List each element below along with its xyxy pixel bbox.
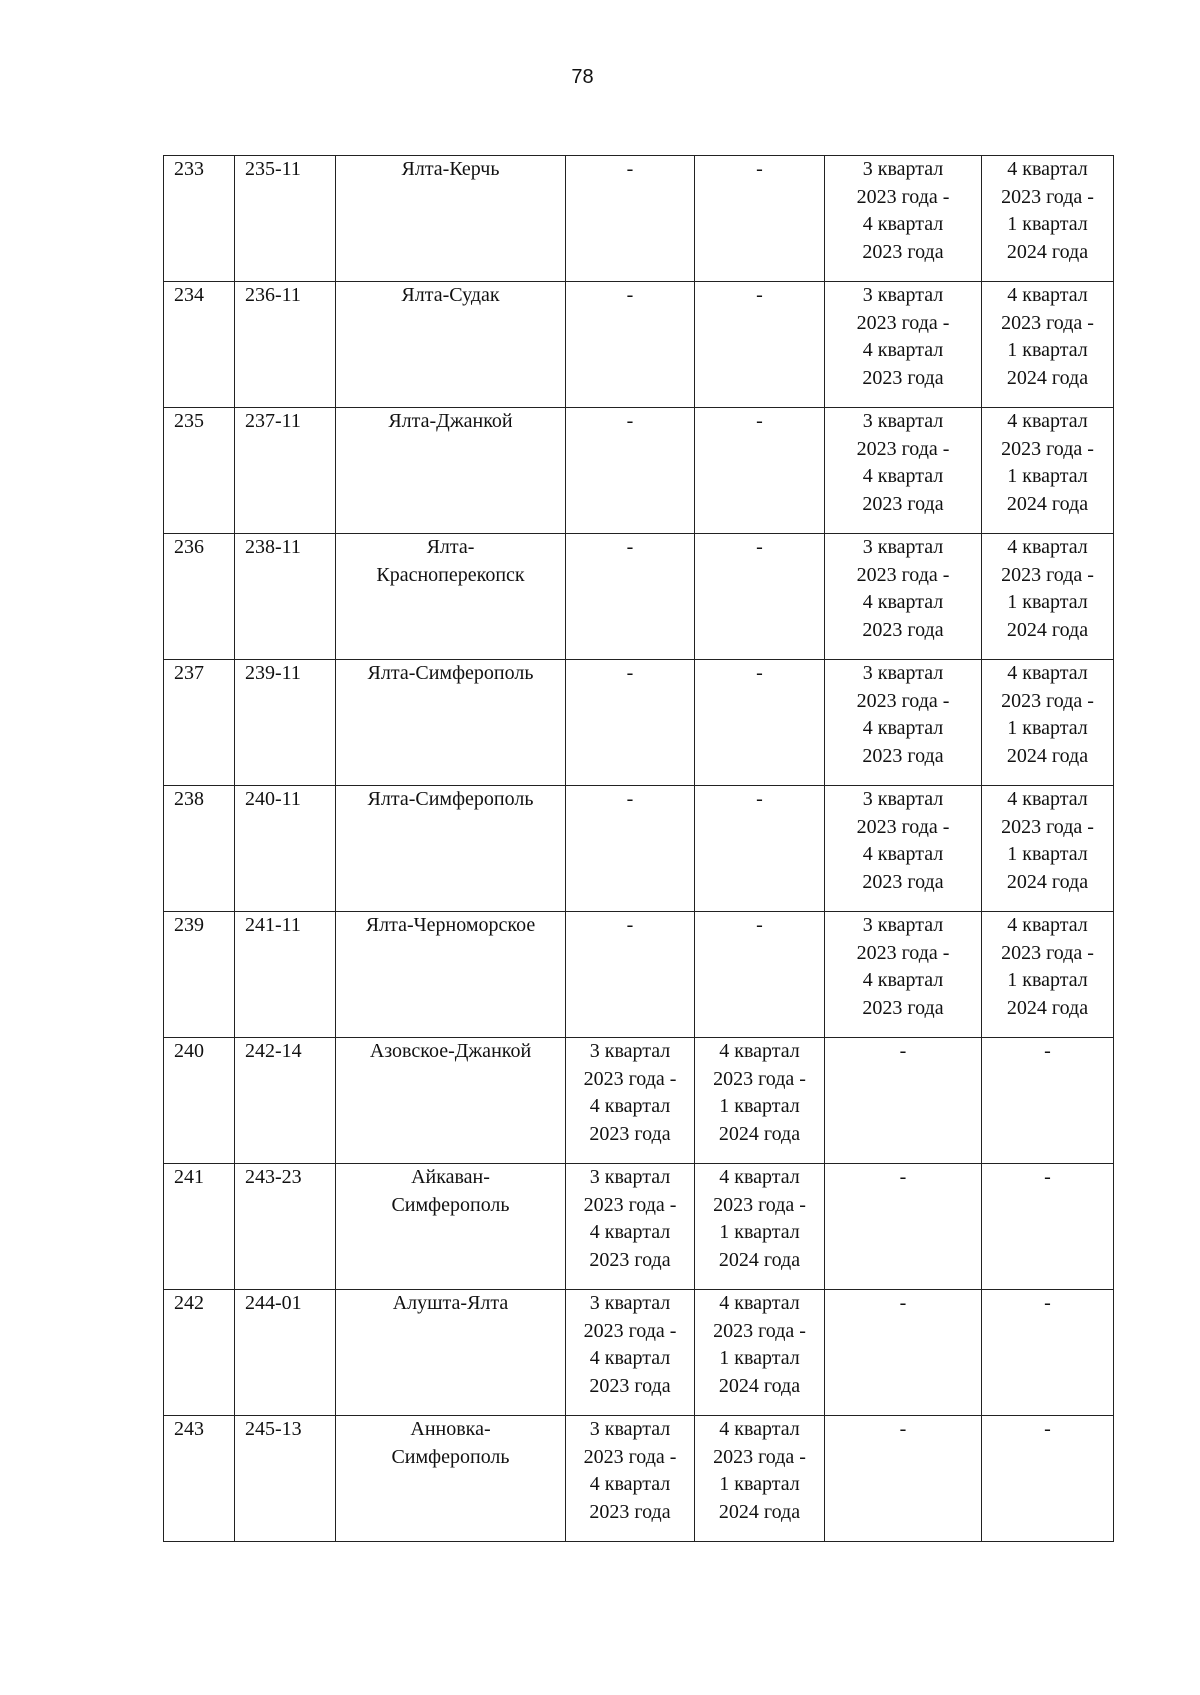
cell-text-line: 2023 года [862,870,944,893]
cell-text: 235 [174,410,204,432]
table-row [164,1416,1114,1542]
cell-text: 235-11 [245,158,301,180]
route-name-cell [336,1290,566,1416]
table-row [164,660,1114,786]
cell-text-line: 4 квартал [719,1040,800,1062]
cell-text: 237 [174,662,204,684]
cell-text-line: - [626,158,634,180]
cell-text-line: 2023 года - [856,185,950,208]
cell-text-line: 2023 года [589,1374,671,1397]
cell-text-line: 3 квартал [589,1418,671,1440]
cell-text-line: 3 квартал [862,662,944,684]
cell-text-line: 1 квартал [1007,213,1088,235]
cell-text-line: 2023 года - [713,1319,806,1342]
cell-text-line: - [899,1040,907,1062]
route-code-cell [235,534,336,660]
cell-text-line: 2023 года - [713,1067,806,1090]
cell-text-line: 3 квартал [862,284,944,306]
cell-text-line: - [899,1292,907,1314]
period-start-a-cell [566,156,695,282]
cell-text-line: 2024 года [1006,492,1089,515]
cell-text-line: 2023 года - [1001,689,1094,712]
route-name-cell [336,156,566,282]
route-name-cell [336,1416,566,1542]
cell-text-line: - [756,536,763,558]
cell-text: 237-11 [245,410,301,432]
cell-text-line: 1 квартал [1007,339,1088,361]
route-code-cell [235,408,336,534]
cell-text-line: 2023 года - [713,1193,806,1216]
cell-text-line: 4 квартал [862,465,944,487]
route-code-cell [235,156,336,282]
cell-text-line: Ялта-Черноморское [365,914,536,936]
cell-text-line: 2024 года [1006,240,1089,263]
period-end-b-cell [982,1038,1114,1164]
cell-text-line: - [756,158,763,180]
table-body [164,156,1114,1542]
period-start-a-cell [566,408,695,534]
cell-text-line: Анновка- [410,1418,491,1440]
cell-text-line: 4 квартал [589,1347,671,1369]
cell-text-line: - [1044,1292,1051,1314]
cell-text: 241-11 [245,914,301,936]
cell-text-line: 2024 года [718,1500,801,1523]
period-end-a-cell [695,1038,825,1164]
cell-text-line: - [1044,1040,1051,1062]
period-start-b-cell [825,1290,982,1416]
cell-text-line: 1 квартал [1007,843,1088,865]
cell-text-line: 2023 года - [1001,185,1094,208]
period-start-b-cell [825,1416,982,1542]
cell-text-line: 3 квартал [862,536,944,558]
route-code-cell [235,282,336,408]
row-number-cell [164,1164,235,1290]
period-start-a-cell [566,282,695,408]
row-number-cell [164,660,235,786]
row-number-cell [164,1290,235,1416]
cell-text-line: Алушта-Ялта [392,1292,509,1314]
cell-text: 242-14 [245,1040,302,1062]
cell-text-line: 2024 года [718,1248,801,1271]
table-row [164,786,1114,912]
cell-text-line: - [626,788,634,810]
row-number-cell [164,1038,235,1164]
route-code-cell [235,786,336,912]
route-code-cell [235,1038,336,1164]
table-row [164,1290,1114,1416]
cell-text-line: 4 квартал [1007,410,1088,432]
period-end-b-cell [982,1416,1114,1542]
cell-text-line: 4 квартал [719,1292,800,1314]
cell-text-line: 1 квартал [719,1347,800,1369]
cell-text-line: 2023 года - [1001,815,1094,838]
cell-text-line: 2023 года [862,366,944,389]
period-end-a-cell [695,1164,825,1290]
period-end-a-cell [695,408,825,534]
cell-text: 239 [174,914,204,936]
cell-text-line: Айкаван- [411,1166,490,1188]
cell-text-line: 2023 года [589,1122,671,1145]
cell-text-line: 2023 года [862,618,944,641]
table-row [164,282,1114,408]
route-name-cell [336,1038,566,1164]
cell-text-line: 1 квартал [719,1095,800,1117]
route-name-cell [336,786,566,912]
table-row [164,1038,1114,1164]
period-end-a-cell [695,1416,825,1542]
cell-text-line: 4 квартал [589,1473,671,1495]
cell-text-line: Ялта-Симферополь [367,662,534,684]
cell-text-line: Ялта-Симферополь [367,788,534,810]
period-start-a-cell [566,912,695,1038]
cell-text-line: 4 квартал [1007,284,1088,306]
cell-text-line: 3 квартал [589,1040,671,1062]
cell-text-line: 2023 года - [583,1445,677,1468]
cell-text-line: Азовское-Джанкой [369,1040,532,1062]
cell-text-line: 1 квартал [1007,717,1088,739]
period-start-b-cell [825,408,982,534]
cell-text: 240-11 [245,788,301,810]
period-end-a-cell [695,1290,825,1416]
table-row [164,534,1114,660]
period-start-b-cell [825,660,982,786]
period-start-b-cell [825,282,982,408]
cell-text-line: Симферополь [391,1445,510,1468]
row-number-cell [164,408,235,534]
row-number-cell [164,786,235,912]
cell-text: 244-01 [245,1292,302,1314]
cell-text-line: - [756,662,763,684]
table-row [164,156,1114,282]
page-number: 78 [571,66,594,88]
period-start-a-cell [566,1416,695,1542]
cell-text-line: 2023 года - [856,437,950,460]
period-start-a-cell [566,1290,695,1416]
cell-text-line: 2023 года - [583,1067,677,1090]
period-start-b-cell [825,912,982,1038]
cell-text-line: 4 квартал [1007,788,1088,810]
route-name-cell [336,1164,566,1290]
cell-text-line: 3 квартал [862,788,944,810]
cell-text-line: Ялта-Керчь [401,158,500,180]
cell-text: 238-11 [245,536,301,558]
cell-text-line: - [626,284,634,306]
cell-text-line: Симферополь [391,1193,510,1216]
cell-text-line: 2023 года - [583,1193,677,1216]
period-end-a-cell [695,912,825,1038]
cell-text-line: 2023 года - [1001,311,1094,334]
cell-text-line: 4 квартал [1007,662,1088,684]
route-name-cell [336,912,566,1038]
route-code-cell [235,1290,336,1416]
cell-text-line: - [1044,1166,1051,1188]
cell-text-line: Ялта-Судак [401,284,500,306]
cell-text-line: 4 квартал [862,969,944,991]
cell-text-line: 3 квартал [589,1292,671,1314]
cell-text-line: 1 квартал [1007,969,1088,991]
period-end-b-cell [982,912,1114,1038]
cell-text-line: - [756,410,763,432]
route-code-cell [235,1416,336,1542]
cell-text-line: 2023 года - [856,815,950,838]
cell-text-line: 2023 года - [583,1319,677,1342]
cell-text: 243 [174,1418,204,1440]
route-name-cell [336,282,566,408]
cell-text-line: 2023 года - [713,1445,806,1468]
cell-text-line: 2023 года - [856,689,950,712]
period-end-a-cell [695,534,825,660]
cell-text: 245-13 [245,1418,302,1440]
period-start-a-cell [566,1038,695,1164]
cell-text-line: 3 квартал [862,410,944,432]
period-start-b-cell [825,534,982,660]
cell-text: 234 [174,284,204,306]
period-start-a-cell [566,1164,695,1290]
cell-text-line: 2023 года [589,1500,671,1523]
cell-text: 238 [174,788,204,810]
route-name-cell [336,534,566,660]
period-start-a-cell [566,534,695,660]
cell-text: 236 [174,536,204,558]
cell-text: 239-11 [245,662,301,684]
cell-text-line: 4 квартал [589,1221,671,1243]
cell-text-line: 2023 года - [1001,941,1094,964]
period-start-b-cell [825,156,982,282]
period-start-b-cell [825,1038,982,1164]
cell-text-line: - [1044,1418,1051,1440]
period-start-a-cell [566,786,695,912]
cell-text-line: 4 квартал [862,843,944,865]
cell-text: 242 [174,1292,204,1314]
cell-text-line: 2023 года [589,1248,671,1271]
period-end-b-cell [982,660,1114,786]
route-schedule-table [163,155,1114,1542]
cell-text-line: 2023 года - [856,941,950,964]
row-number-cell [164,282,235,408]
cell-text-line: 2024 года [1006,870,1089,893]
period-end-a-cell [695,786,825,912]
cell-text-line: 4 квартал [862,339,944,361]
cell-text-line: 4 квартал [1007,914,1088,936]
route-code-cell [235,1164,336,1290]
cell-text-line: - [626,410,634,432]
cell-text: 233 [174,158,204,180]
route-name-cell [336,660,566,786]
cell-text-line: 2024 года [1006,996,1089,1019]
table-row [164,912,1114,1038]
period-end-a-cell [695,660,825,786]
cell-text-line: 2023 года [862,240,944,263]
cell-text: 243-23 [245,1166,302,1188]
cell-text-line: 2024 года [1006,744,1089,767]
table-row [164,1164,1114,1290]
cell-text-line: 2023 года - [856,563,950,586]
row-number-cell [164,912,235,1038]
cell-text-line: 3 квартал [862,914,944,936]
period-end-b-cell [982,282,1114,408]
cell-text-line: - [756,788,763,810]
route-code-cell [235,660,336,786]
cell-text-line: 2024 года [1006,618,1089,641]
cell-text-line: - [899,1166,907,1188]
period-start-a-cell [566,660,695,786]
cell-text-line: 2024 года [718,1122,801,1145]
cell-text-line: - [756,284,763,306]
cell-text-line: 1 квартал [1007,591,1088,613]
cell-text-line: Ялта- [426,536,475,558]
period-end-a-cell [695,282,825,408]
cell-text-line: Красноперекопск [376,563,525,586]
cell-text-line: 2023 года - [1001,563,1094,586]
row-number-cell [164,1416,235,1542]
cell-text: 240 [174,1040,204,1062]
cell-text: 236-11 [245,284,301,306]
cell-text-line: 4 квартал [862,717,944,739]
cell-text-line: - [899,1418,907,1440]
cell-text-line: 3 квартал [862,158,944,180]
cell-text-line: 2023 года [862,492,944,515]
cell-text-line: 1 квартал [719,1473,800,1495]
cell-text-line: 2023 года - [856,311,950,334]
route-name-cell [336,408,566,534]
row-number-cell [164,534,235,660]
cell-text-line: 1 квартал [719,1221,800,1243]
cell-text-line: 2023 года [862,744,944,767]
cell-text-line: - [626,536,634,558]
row-number-cell [164,156,235,282]
period-end-b-cell [982,408,1114,534]
cell-text-line: - [756,914,763,936]
cell-text-line: - [626,914,634,936]
cell-text-line: 4 квартал [589,1095,671,1117]
period-end-a-cell [695,156,825,282]
cell-text-line: 4 квартал [1007,536,1088,558]
period-start-b-cell [825,1164,982,1290]
cell-text-line: 4 квартал [862,213,944,235]
cell-text-line: - [626,662,634,684]
cell-text-line: 1 квартал [1007,465,1088,487]
cell-text-line: 4 квартал [862,591,944,613]
cell-text-line: 4 квартал [719,1418,800,1440]
cell-text-line: 2023 года [862,996,944,1019]
period-start-b-cell [825,786,982,912]
cell-text-line: Ялта-Джанкой [388,410,513,432]
cell-text-line: 3 квартал [589,1166,671,1188]
period-end-b-cell [982,156,1114,282]
route-code-cell [235,912,336,1038]
cell-text-line: 2024 года [718,1374,801,1397]
period-end-b-cell [982,1290,1114,1416]
cell-text-line: 4 квартал [719,1166,800,1188]
cell-text-line: 4 квартал [1007,158,1088,180]
period-end-b-cell [982,534,1114,660]
cell-text: 241 [174,1166,204,1188]
period-end-b-cell [982,786,1114,912]
table-row [164,408,1114,534]
cell-text-line: 2024 года [1006,366,1089,389]
cell-text-line: 2023 года - [1001,437,1094,460]
period-end-b-cell [982,1164,1114,1290]
